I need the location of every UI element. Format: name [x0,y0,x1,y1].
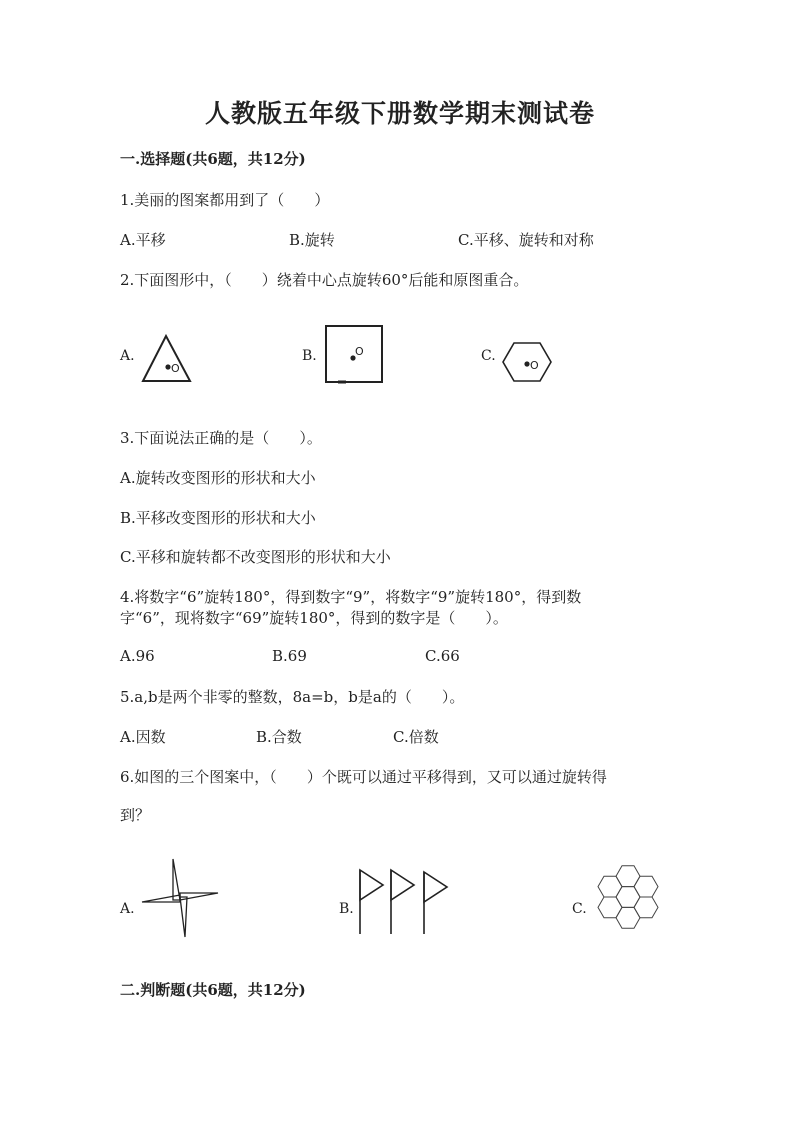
q6-figure-label-b: B. [339,901,354,917]
q6-figure-label-a: A. [120,901,135,917]
three-flags-icon [355,868,455,936]
question-1: 1.美丽的图案都用到了（ ） [120,191,330,209]
q2-figure-label-c: C. [481,348,496,364]
q2-b-point-label: O [355,345,364,358]
q3-option-c: C.平移和旋转都不改变图形的形状和大小 [120,548,391,566]
q2-figure-label-b: B. [302,348,317,364]
q5-option-c: C.倍数 [393,728,439,746]
question-5: 5.a,b是两个非零的整数，8a=b，b是a的（ ）。 [120,688,465,706]
q2-figure-label-a: A. [120,348,135,364]
section-choice-heading: 一.选择题(共6题，共12分) [120,150,306,168]
q2-a-point-label: O [171,362,180,375]
question-3: 3.下面说法正确的是（ ）。 [120,429,322,447]
pinwheel-icon [140,857,220,939]
q5-option-a: A.因数 [120,728,166,746]
q4-option-b: B.69 [272,647,307,665]
hexagon-with-point-icon [502,342,554,384]
q5-option-b: B.合数 [256,728,302,746]
exam-title: 人教版五年级下册数学期末测试卷 [204,99,595,128]
question-6-line-1: 6.如图的三个图案中，（ ）个既可以通过平移得到，又可以通过旋转得 [120,768,607,786]
question-6-line-2: 到？ [120,806,151,824]
q1-option-c: C.平移、旋转和对称 [458,231,594,249]
triangle-with-point-icon [140,332,196,384]
square-with-point-icon [324,324,384,386]
question-2: 2.下面图形中，（ ）绕着中心点旋转60°后能和原图重合。 [120,271,529,289]
q2-c-point-label: O [530,359,539,372]
q4-option-c: C.66 [425,647,460,665]
q3-option-b: B.平移改变图形的形状和大小 [120,509,316,527]
q4-option-a: A.96 [120,647,155,665]
question-4-line-2: 字“6”，现将数字“69”旋转180°，得到的数字是（ ）。 [120,609,508,627]
hexagon-cluster-icon [588,856,670,938]
section-judgment-heading: 二.判断题(共6题，共12分) [120,981,306,999]
q3-option-a: A.旋转改变图形的形状和大小 [120,469,316,487]
q6-figure-label-c: C. [572,901,587,917]
question-4-line-1: 4.将数字“6”旋转180°，得到数字“9”，将数字“9”旋转180°，得到数 [120,588,582,606]
q1-option-b: B.旋转 [289,231,335,249]
q1-option-a: A.平移 [120,231,166,249]
